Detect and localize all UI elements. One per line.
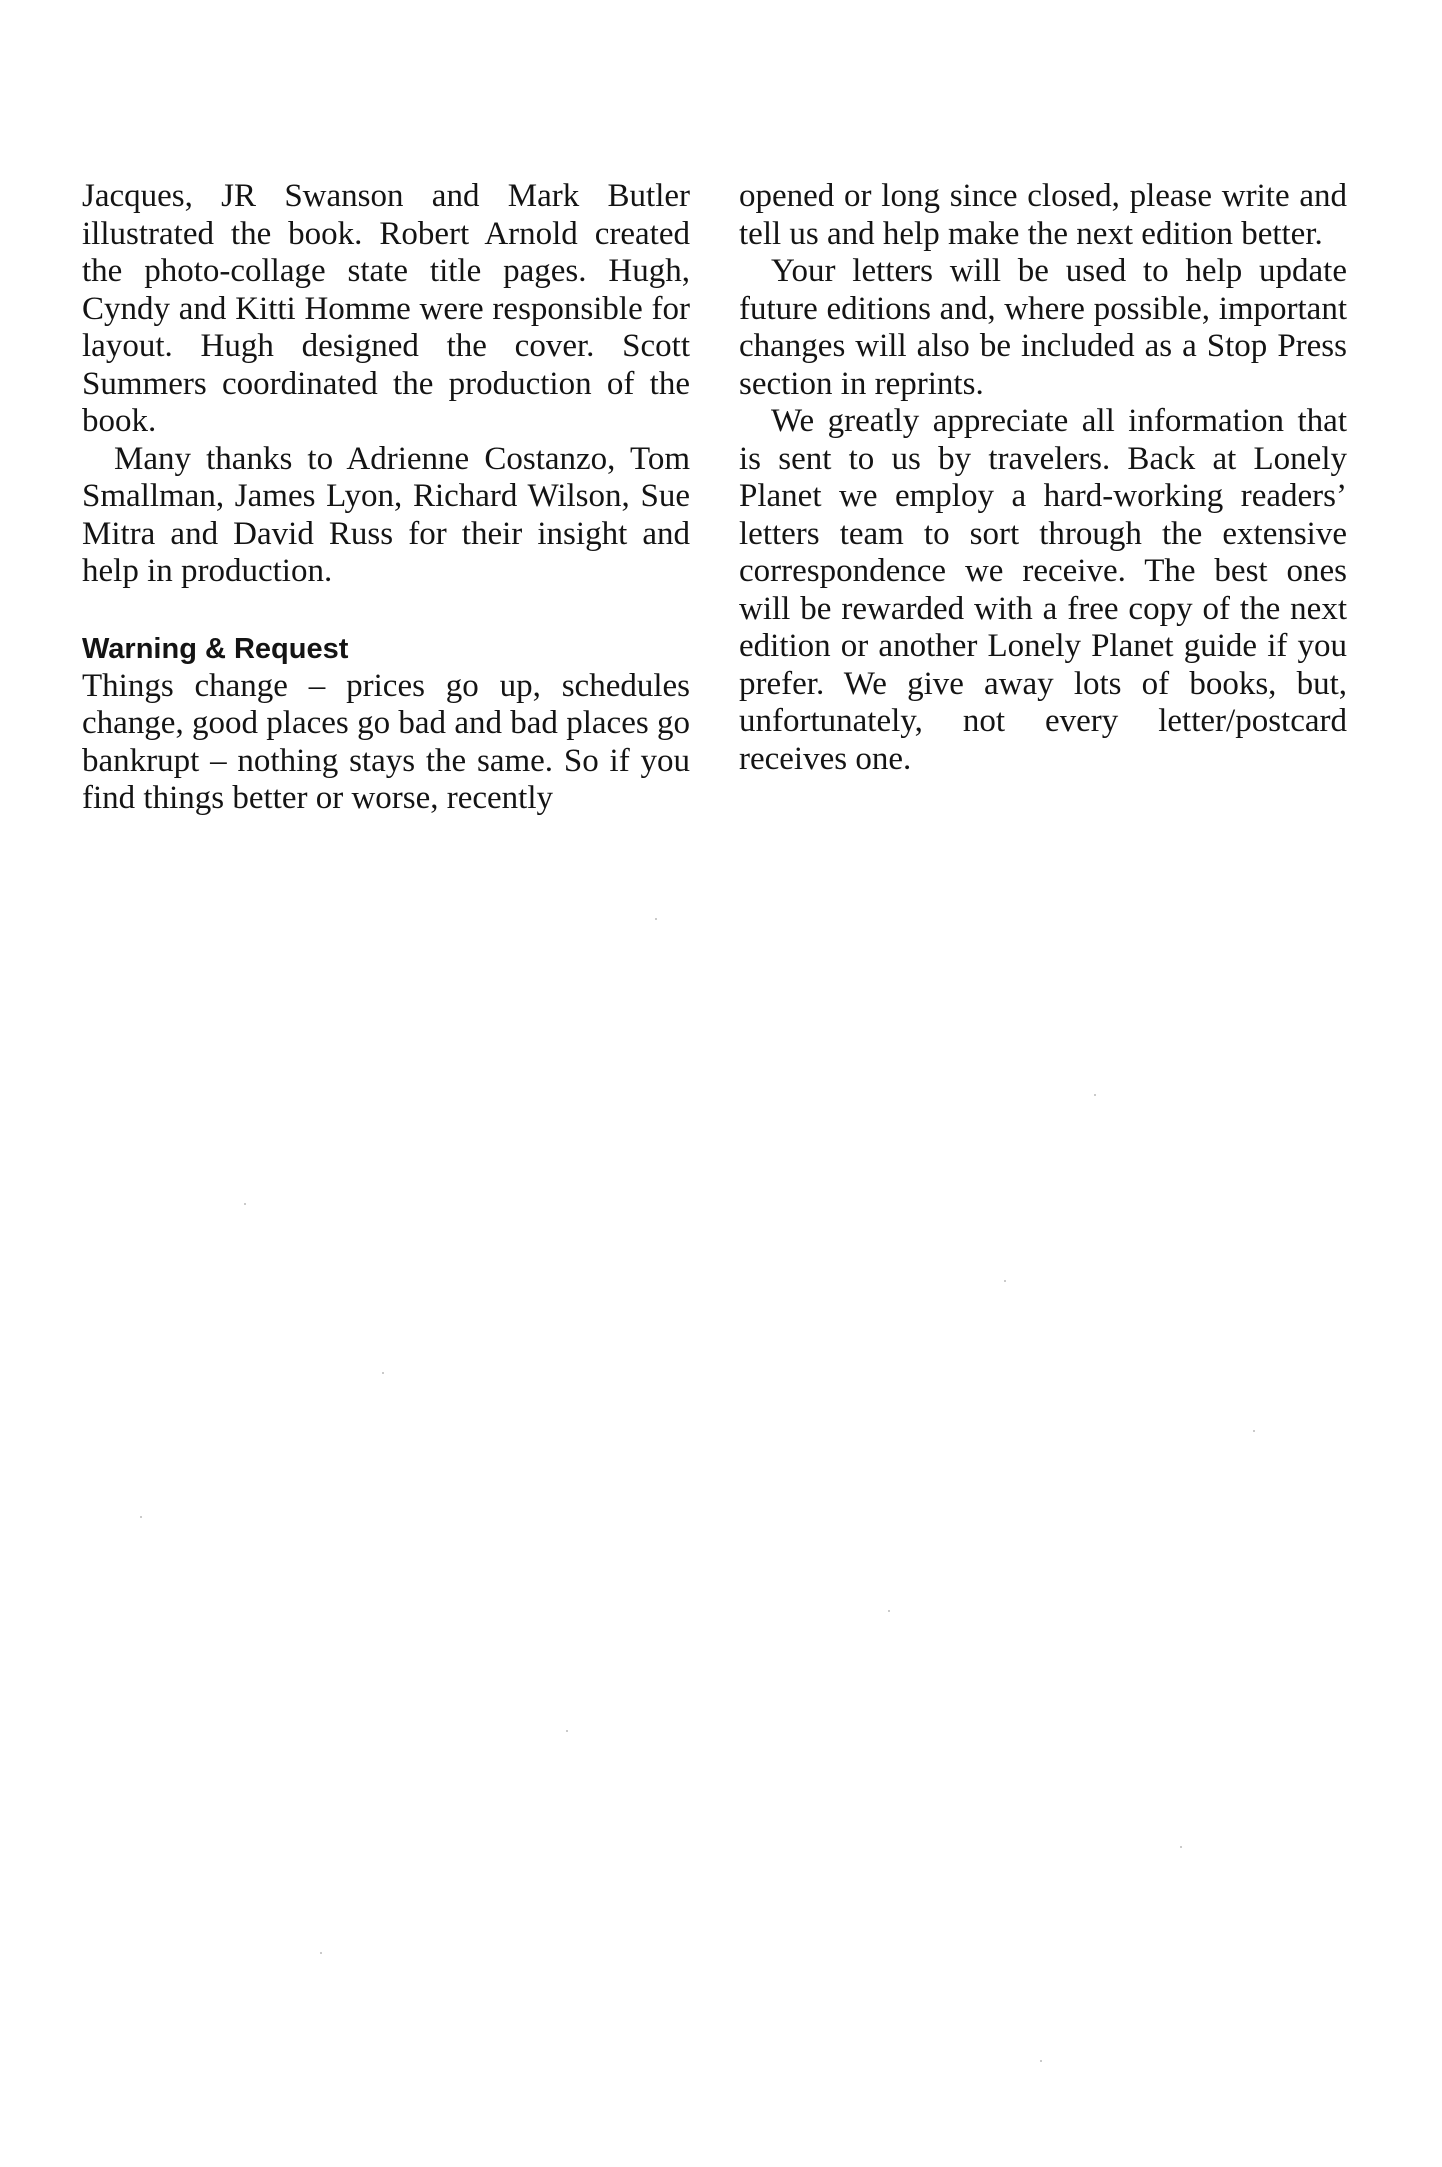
right-paragraph-letters: Your letters will be used to help update future editions and, where possible, important changes will also be included as a Stop Press section in reprints. (739, 253, 1347, 402)
right-paragraph-appreciate: We greatly appreciate all information that is sent to us by travelers. Back at Lonely Planet we employ a hard-working readers’ letters team to sort through the extensive correspondence we receive. The best ones will be rewarded with a free copy of the next edition or another Lonely Planet guide if you prefer. We give away lots of books, but, unfortunately, not every letter/postcard receives one. (739, 403, 1347, 777)
scan-speck (1094, 1094, 1096, 1096)
left-column (82, 178, 690, 818)
right-column (739, 178, 1347, 778)
scan-speck (1040, 2060, 1042, 2062)
scan-speck (382, 1372, 384, 1374)
scan-speck (320, 1952, 322, 1954)
scan-speck (888, 1610, 890, 1612)
scan-speck (1253, 1430, 1255, 1432)
scan-speck (244, 1203, 246, 1205)
section-heading-warning-request: Warning & Request (82, 632, 349, 665)
scan-speck (140, 1516, 142, 1518)
right-paragraph-opened: opened or long since closed, please write and tell us and help make the next edition better. (739, 178, 1347, 252)
left-paragraph-things-change: Things change – prices go up, schedules change, good places go bad and bad places go bankrupt – nothing stays the same. So if you find things better or worse, recently (82, 667, 690, 816)
scan-speck (1004, 1280, 1006, 1282)
scan-speck (655, 918, 657, 920)
scan-speck (566, 1730, 568, 1732)
scan-speck (1180, 1846, 1182, 1848)
left-paragraph-thanks: Many thanks to Adrienne Costanzo, Tom Smallman, James Lyon, Richard Wilson, Sue Mitra and David Russ for their insight and help in production. (82, 440, 690, 589)
left-paragraph-credits: Jacques, JR Swanson and Mark Butler illustrated the book. Robert Arnold created the photo-collage state title pages. Hugh, Cyndy and Kitti Homme were responsible for layout. Hugh designed the cover. Scott Summers coordinated the production of the book. (82, 178, 690, 439)
